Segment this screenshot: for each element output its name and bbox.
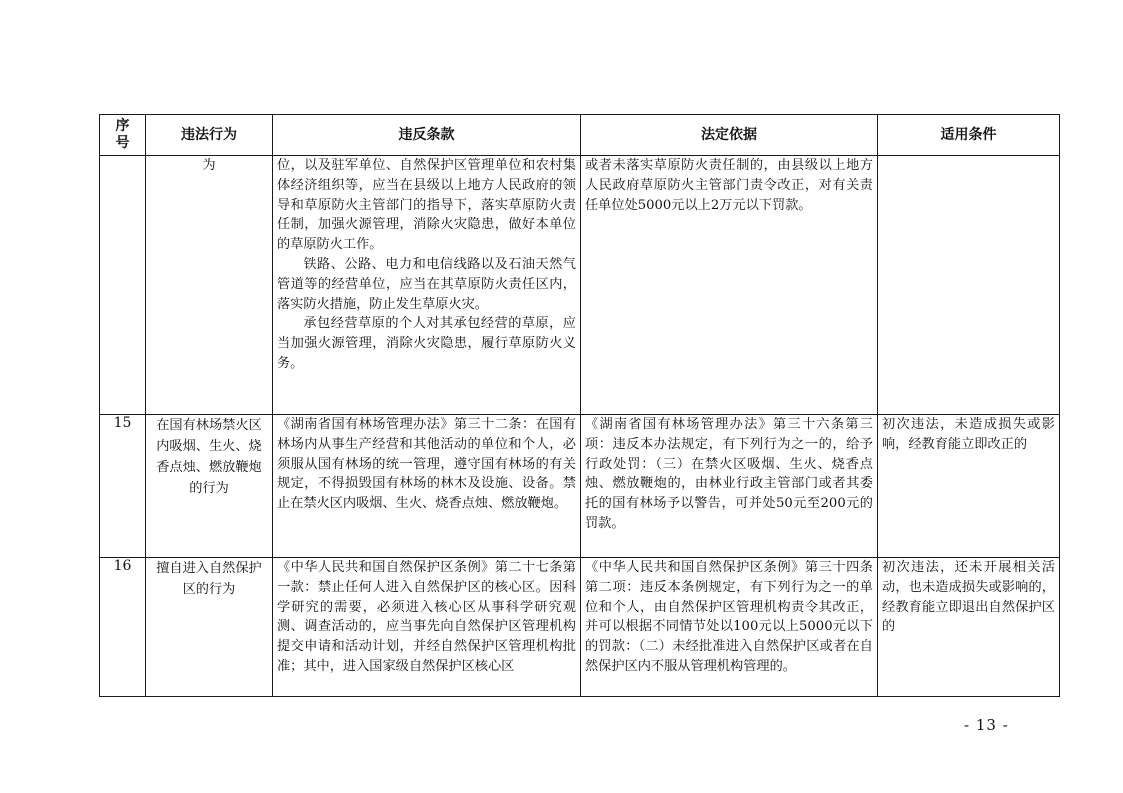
row-provision [273,558,581,697]
table-row [100,156,1060,415]
header-violation: 违法行为 [146,115,273,156]
row-violation [146,415,273,558]
row-seq: 15 [100,415,146,558]
row-seq: 16 [100,558,146,697]
provision-text: 《湖南省国有林场管理办法》第三十二条：在国有林场内从事生产经营和其他活动的单位和个人，必须服从国有林场的统一管理，遵守国有林场的有关规定，不得损毁国有林场的林木及设施、设备。禁止在禁火区内吸烟、生火、烧香点烛、燃放鞭炮。 [277,417,576,512]
row-violation [146,558,273,697]
violation-text: 擅自进入自然保护区的行为 [156,561,262,597]
violation-text: 在国有林场禁火区内吸烟、生火、烧香点烛、燃放鞭炮的行为 [156,418,262,496]
violation-text: 为 [202,158,216,173]
regulation-table [99,114,1060,697]
legal-basis-text: 《中华人民共和国自然保护区条例》第三十四条第二项：违反本条例规定，有下列行为之一的单位和个人，由自然保护区管理机构责令其改正，并可以根据不同情节处以100元以上5000元以下的罚款：（二）未经批准进入自然保护区或者在自然保护区内不服从管理机构管理的。 [585,560,873,674]
row-provision [273,415,581,558]
table-row [100,558,1060,697]
row-seq [100,156,146,415]
provision-text [273,156,580,374]
row-legal-basis [581,558,878,697]
header-legal-basis: 法定依据 [581,115,878,156]
condition-text: 初次违法，还未开展相关活动，也未造成损失或影响的，经教育能立即退出自然保护区的 [882,560,1055,635]
provision-text: 《中华人民共和国自然保护区条例》第二十七条第一款：禁止任何人进入自然保护区的核心区。因科学研究的需要，必须进入核心区从事科学研究观测、调查活动的，应当事先向自然保护区管理机构提交申请和活动计划，并经自然保护区管理机构批准；其中，进入国家级自然保护区核心区 [277,560,576,674]
row-condition [878,558,1060,697]
legal-basis-text: 或者未落实草原防火责任制的，由县级以上地方人民政府草原防火主管部门责令改正，对有关责任单位处5000元以上2万元以下罚款。 [585,158,873,213]
row-legal-basis [581,156,878,415]
row-condition [878,156,1060,415]
table-row [100,415,1060,558]
row-violation [146,156,273,415]
legal-basis-text: 《湖南省国有林场管理办法》第三十六条第三项：违反本办法规定，有下列行为之一的，给予行政处罚：（三）在禁火区吸烟、生火、烧香点烛、燃放鞭炮的，由林业行政主管部门或者其委托的国有林场予以警告，可并处50元至200元的罚款。 [585,417,873,531]
provision-paragraph: 承包经营草原的个人对其承包经营的草原，应当加强火源管理，消除火灾隐患，履行草原防火义务。 [277,316,576,371]
row-legal-basis [581,415,878,558]
table-header-row [100,115,1060,156]
header-seq: 序 号 [100,115,146,156]
header-provision: 违反条款 [273,115,581,156]
provision-paragraph: 位，以及驻军单位、自然保护区管理单位和农村集体经济组织等，应当在县级以上地方人民政府的领导和草原防火主管部门的指导下，落实草原防火责任制，加强火源管理，消除火灾隐患，做好本单位的草原防火工作。 [277,158,576,253]
header-condition: 适用条件 [878,115,1060,156]
row-provision [273,156,581,415]
row-condition [878,415,1060,558]
condition-text: 初次违法，未造成损失或影响，经教育能立即改正的 [882,417,1055,452]
page-number: - 13 - [964,716,1009,734]
provision-paragraph: 铁路、公路、电力和电信线路以及石油天然气管道等的经营单位，应当在其草原防火责任区内，落实防火措施，防止发生草原火灾。 [277,256,576,312]
